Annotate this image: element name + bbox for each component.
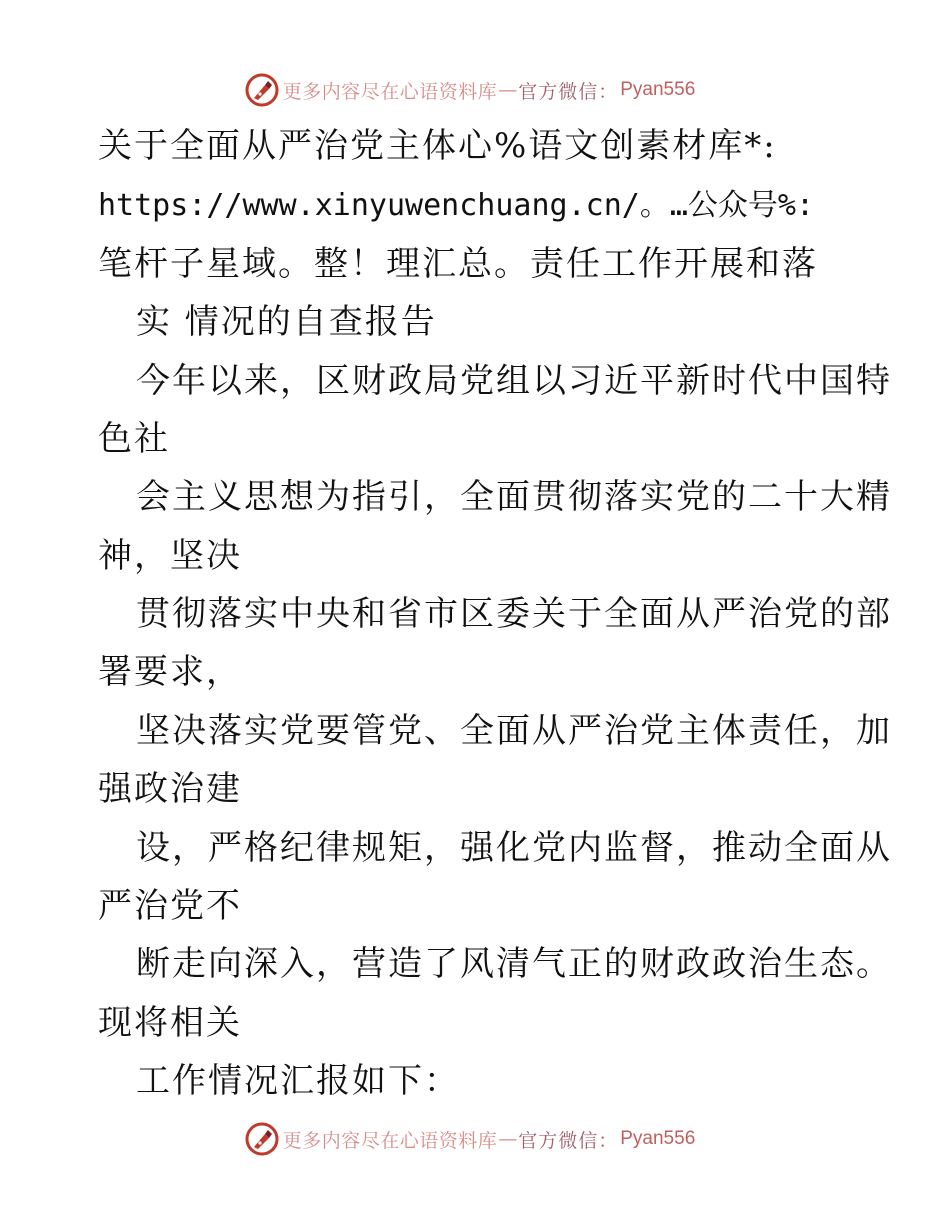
footer-watermark-banner [0,1119,950,1159]
doc-line-5: 今年以来，区财政局党组以习近平新时代中国特 [136,361,892,401]
doc-line-3: 笔杆子星域。整！理汇总。责任工作开展和落 [98,244,818,284]
banner-wechat-id: Pyan556 [620,79,696,100]
header-banner-content [245,73,696,107]
doc-line-17: 工作情况汇报如下： [136,1061,460,1101]
banner-wechat-label: 官方微信： [518,80,619,103]
banner-site-name: 更多内容尽在心语资料库 [282,80,498,103]
doc-line-10: 署要求， [98,652,242,692]
doc-line-15: 断走向深入，营造了风清气正的财政政治生态。 [136,944,892,984]
doc-line-4-title-end: 实 情况的自查报告 [136,302,437,342]
pen-nib-logo-icon [245,73,279,107]
doc-line-2-url: https://www.xinyuwenchuang.cn/。…公众号%: [98,188,815,223]
banner-separator: — [498,79,518,101]
banner-site-name: 更多内容尽在心语资料库 [282,1129,498,1152]
doc-line-7: 会主义思想为指引，全面贯彻落实党的二十大精 [136,477,892,517]
doc-line-1: 关于全面从严治党主体心%语文创素材库*: [98,126,777,166]
banner-separator: — [498,1128,518,1150]
header-watermark-banner [0,70,950,110]
doc-line-6: 色社 [98,419,170,459]
doc-line-8: 神，坚决 [98,536,242,576]
pen-nib-logo-icon [245,1122,279,1156]
doc-line-11: 坚决落实党要管党、全面从严治党主体责任，加 [136,711,892,751]
doc-line-12: 强政治建 [98,769,242,809]
doc-line-13: 设，严格纪律规矩，强化党内监督，推动全面从 [136,828,892,868]
banner-wechat-id: Pyan556 [620,1128,696,1149]
doc-line-14: 严治党不 [98,886,242,926]
doc-line-16: 现将相关 [98,1003,242,1043]
doc-line-9: 贯彻落实中央和省市区委关于全面从严治党的部 [136,594,892,634]
banner-wechat-label: 官方微信： [518,1129,619,1152]
footer-banner-content [245,1122,696,1156]
